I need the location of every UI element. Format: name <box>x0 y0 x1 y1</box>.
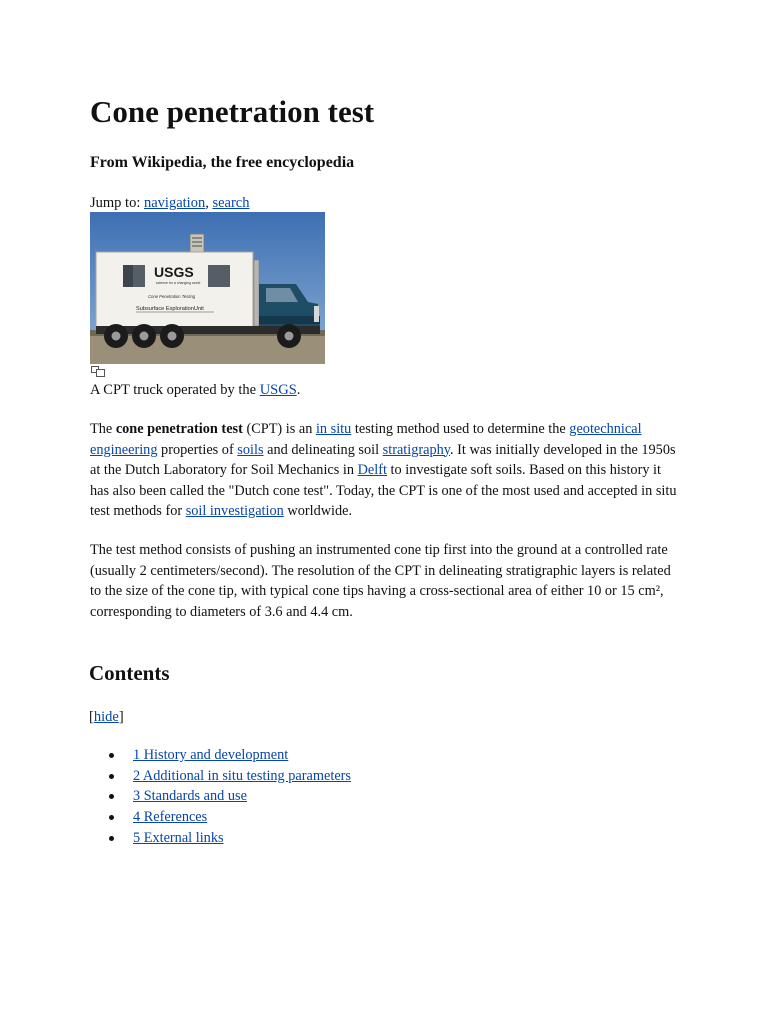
jump-navigation-link[interactable]: navigation <box>143 195 206 211</box>
text-run: testing method used to determine the <box>351 421 570 437</box>
cpt-truck-illustration <box>90 212 325 364</box>
toc-link-history[interactable]: 1 History and development <box>133 747 289 763</box>
contents-item <box>90 828 351 849</box>
soils-link[interactable]: soils <box>237 441 264 458</box>
bold-term: cone penetration test <box>115 421 243 437</box>
contents-heading: Contents <box>89 661 170 685</box>
truck-text-1: Cone Penetration Testing <box>148 294 196 299</box>
truck-sign-subtext: science for a changing world <box>156 281 201 285</box>
text-run: (CPT) is an <box>242 421 316 437</box>
caption-period: . <box>296 382 301 398</box>
jump-to-label: Jump to: <box>90 195 144 211</box>
text-run: properties of <box>157 441 238 458</box>
toc-link-external-links[interactable]: 5 External links <box>133 829 224 846</box>
truck-text-2: Subsurface ExplorationUnit <box>136 306 204 312</box>
hide-contents-link[interactable]: hide <box>93 709 119 725</box>
bracket-open: [ <box>89 709 94 725</box>
intro-paragraph <box>90 419 680 522</box>
text-run: and delineating soil <box>263 441 383 458</box>
toc-link-additional-parameters[interactable]: 2 Additional in situ testing parameters <box>133 767 351 784</box>
text-run: The <box>90 421 116 437</box>
soil-investigation-link[interactable]: soil investigation <box>185 503 284 519</box>
text-run: . It was initially developed in the 1950s at the Dutch Laboratory for Soil Mechanics in <box>90 441 676 478</box>
delft-link[interactable]: Delft <box>357 462 387 478</box>
contents-toggle <box>89 708 124 726</box>
method-paragraph: The test method consists of pushing an instrumented cone tip first into the ground at a controlled rate (usually 2 centimeters/second). The resolution of the CPT in delineating stratigraphic layers is related to the size of the cone tip, with typical cone tips having a cross-sectional area of either 10 or 15 cm², corresponding to diameters of 3.6 and 4.4 cm. <box>90 542 671 620</box>
image-caption <box>90 381 300 399</box>
bracket-close: ] <box>118 709 124 725</box>
jump-to-bar <box>90 194 249 212</box>
cpt-truck-image[interactable] <box>90 212 325 364</box>
contents-item <box>90 745 351 766</box>
in-situ-link[interactable]: in situ <box>315 421 352 437</box>
jump-separator: , <box>205 195 213 211</box>
text-run: to investigate soft soils. Based on this history it has also been called the "Dutch cone test". Today, the CPT is one of the most used and accepted in situ test methods for <box>90 462 677 519</box>
page-title: Cone penetration test <box>90 94 375 129</box>
toc-link-standards[interactable]: 3 Standards and use <box>133 788 247 805</box>
caption-text: A CPT truck operated by the <box>90 382 260 398</box>
toc-link-references[interactable]: 4 References <box>133 809 208 826</box>
contents-list <box>90 745 351 849</box>
truck-sign-text: USGS <box>154 264 194 280</box>
geotechnical-engineering-link[interactable]: geotechnical engineering <box>90 421 642 458</box>
caption-usgs-link[interactable]: USGS <box>259 382 297 398</box>
enlarge-icon[interactable] <box>91 366 105 377</box>
contents-item <box>90 766 351 787</box>
contents-item <box>90 786 351 807</box>
site-subtitle: From Wikipedia, the free encyclopedia <box>90 154 355 171</box>
text-run: worldwide. <box>283 503 353 519</box>
stratigraphy-link[interactable]: stratigraphy <box>382 441 451 458</box>
contents-item <box>90 807 351 828</box>
jump-search-link[interactable]: search <box>212 195 250 211</box>
